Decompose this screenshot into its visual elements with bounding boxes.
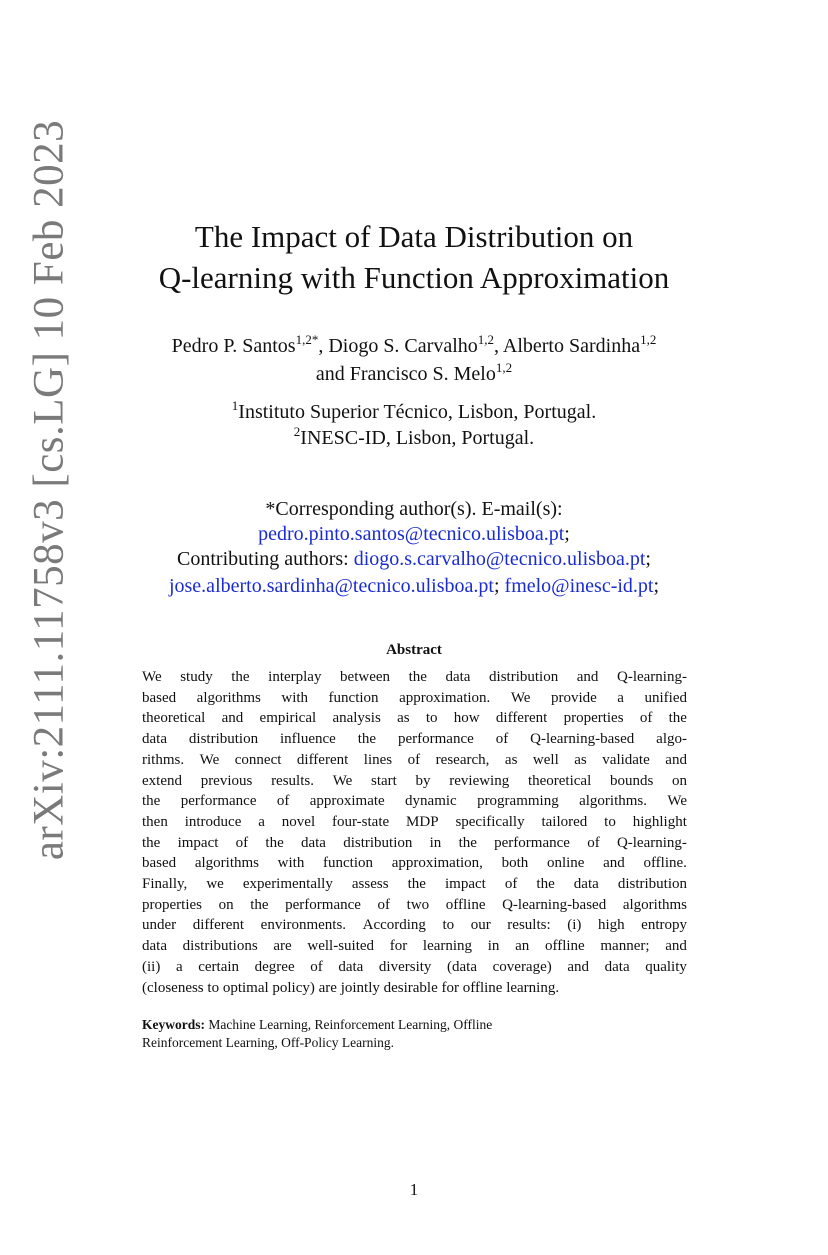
author-melo: and Francisco S. Melo	[315, 363, 496, 385]
contributing-authors-label: Contributing authors:	[177, 548, 354, 570]
email-link-santos[interactable]: pedro.pinto.santos@tecnico.ulisboa.pt	[258, 523, 565, 545]
authors-line-1	[110, 333, 718, 359]
keywords-line-1	[142, 1016, 687, 1034]
author-carvalho-affil: 1,2	[477, 332, 494, 347]
abstract-line: then introduce a novel four-state MDP specifically tailored to highlight	[142, 813, 687, 830]
author-santos: Pedro P. Santos	[171, 335, 296, 357]
affiliation-1-text: Instituto Superior Técnico, Lisbon, Portugal.	[238, 401, 597, 423]
abstract-line: (ii) a certain degree of data diversity (data coverage) and data quality	[142, 958, 687, 975]
paper-title-line-2: Q-learning with Function Approximation	[158, 260, 670, 295]
email-separator: ;	[564, 523, 570, 545]
affiliation-2	[110, 425, 718, 451]
abstract-line: theoretical and empirical analysis as to how different properties of the	[142, 710, 687, 727]
author-carvalho: , Diogo S. Carvalho	[318, 335, 478, 357]
affiliation-1	[110, 399, 718, 425]
keywords-text-1: Machine Learning, Reinforcement Learning, Offline	[205, 1017, 493, 1032]
authors-line-2	[110, 361, 718, 387]
email-link-carvalho[interactable]: diogo.s.carvalho@tecnico.ulisboa.pt	[353, 548, 646, 570]
abstract-line: based algorithms with function approximation. We provide a unified	[142, 689, 687, 706]
contributing-authors-line	[110, 546, 718, 572]
abstract-line: Finally, we experimentally assess the impact of the data distribution	[142, 876, 687, 893]
abstract-line: (closeness to optimal policy) are jointly desirable for offline learning.	[142, 979, 560, 996]
keywords-label: Keywords:	[142, 1017, 205, 1032]
affiliation-2-marker: 2	[293, 424, 301, 439]
abstract-line: rithms. We connect different lines of research, as well as validate and	[142, 751, 687, 768]
author-santos-affil: 1,2*	[295, 332, 319, 347]
author-sardinha-affil: 1,2	[640, 332, 657, 347]
email-separator: ;	[493, 575, 505, 597]
keywords-line-2: Reinforcement Learning, Off-Policy Learning.	[142, 1035, 395, 1050]
abstract-body	[142, 667, 687, 998]
paper-title-line-1: The Impact of Data Distribution on	[194, 219, 634, 254]
arxiv-identifier	[21, 119, 77, 861]
affiliation-1-marker: 1	[231, 398, 239, 413]
abstract-heading: Abstract	[386, 642, 442, 658]
author-sardinha: , Alberto Sardinha	[494, 335, 641, 357]
affiliation-2-text: INESC-ID, Lisbon, Portugal.	[300, 427, 535, 449]
email-separator: ;	[645, 548, 651, 570]
abstract-line: properties on the performance of two offline Q-learning-based algorithms	[142, 896, 687, 913]
corresponding-author-line: *Corresponding author(s). E-mail(s):	[265, 498, 563, 520]
abstract-line: data distributions are well-suited for learning in an offline manner; and	[142, 938, 687, 955]
more-emails-line	[110, 573, 718, 599]
corresponding-email-line	[110, 521, 718, 547]
email-link-sardinha[interactable]: jose.alberto.sardinha@tecnico.ulisboa.pt	[168, 575, 494, 597]
email-link-melo[interactable]: fmelo@inesc-id.pt	[504, 575, 654, 597]
author-melo-affil: 1,2	[495, 360, 513, 375]
keywords-section	[142, 1016, 687, 1052]
abstract-line: the performance of approximate dynamic programming algorithms. We	[142, 793, 687, 810]
abstract-line: based algorithms with function approximation, both online and offline.	[142, 855, 687, 872]
abstract-line: extend previous results. We start by reviewing theoretical bounds on	[142, 772, 687, 789]
abstract-line: under different environments. According to our results: (i) high entropy	[142, 917, 687, 934]
email-separator: ;	[653, 575, 660, 597]
abstract-line: We study the interplay between the data distribution and Q-learning-	[142, 669, 687, 685]
abstract-line: the impact of the data distribution in the performance of Q-learning-	[142, 834, 687, 851]
abstract-line: data distribution influence the performance of Q-learning-based algo-	[142, 731, 687, 748]
arxiv-identifier-text: arXiv:2111.11758v3 [cs.LG] 10 Feb 2023	[25, 119, 73, 861]
page-number: 1	[409, 1180, 419, 1199]
